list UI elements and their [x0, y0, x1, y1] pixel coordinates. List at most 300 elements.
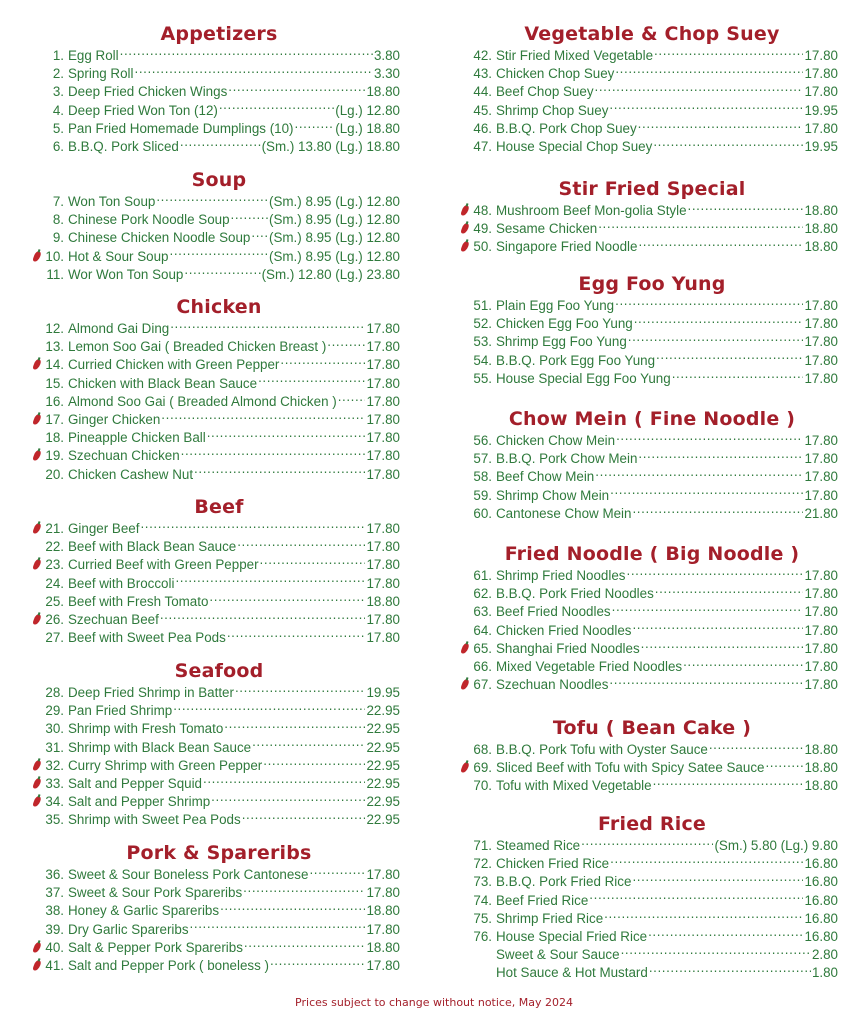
item-price: (Sm.) 8.95 (Lg.) 12.80: [269, 212, 400, 228]
item-price: 17.80: [366, 630, 400, 646]
menu-item: [38, 192, 400, 210]
item-number: [38, 739, 64, 757]
item-price: 17.80: [366, 339, 400, 355]
item-number-text: 9.: [52, 230, 64, 246]
item-price: 17.80: [366, 393, 400, 409]
dot-leader: [244, 938, 366, 952]
item-number: [466, 83, 492, 101]
menu-item: [466, 82, 838, 100]
item-name: Mixed Vegetable Fried Noodles: [496, 658, 683, 674]
dot-leader: [709, 740, 804, 754]
item-name: Sliced Beef with Tofu with Spicy Satee Sauce: [496, 760, 765, 776]
section-soup: [38, 168, 400, 283]
item-number-text: 71.: [473, 838, 492, 853]
dot-leader: [156, 192, 268, 206]
item-number: [38, 83, 64, 101]
section-title: Vegetable & Chop Suey: [524, 23, 780, 45]
menu-item: [466, 945, 838, 963]
item-number-text: 21.: [45, 521, 64, 536]
item-name: Beef Fried Rice: [496, 892, 589, 908]
item-number: [38, 702, 64, 720]
dot-leader: [203, 774, 365, 788]
item-number-text: 53.: [473, 334, 492, 350]
item-price: 17.80: [366, 867, 400, 882]
item-number: [38, 447, 64, 465]
item-name: Plain Egg Foo Yung: [496, 298, 615, 313]
item-price: 2.80: [811, 947, 838, 963]
item-name: Chicken with Black Bean Sauce: [68, 375, 258, 391]
dot-leader: [135, 64, 373, 78]
chili-pepper-icon: [32, 959, 41, 971]
menu-item: [466, 675, 838, 693]
item-number: [466, 567, 492, 585]
item-number-text: 46.: [473, 120, 492, 136]
section-title: Soup: [191, 169, 247, 191]
item-name: Sweet & Sour Boneless Pork Cantonese: [68, 867, 309, 882]
item-number: [466, 487, 492, 505]
item-number-text: 23.: [45, 557, 64, 573]
item-number: [466, 855, 492, 873]
menu-item: [38, 355, 400, 373]
item-number-text: 66.: [473, 658, 492, 674]
section-title: Fried Rice: [597, 813, 707, 835]
item-price: 17.80: [366, 321, 400, 336]
item-number: [38, 775, 64, 793]
item-number-text: 62.: [473, 586, 492, 602]
item-price: 17.80: [804, 487, 838, 503]
menu-item: [38, 610, 400, 628]
item-name: Salt and Pepper Pork ( boneless ): [68, 957, 269, 973]
dot-leader: [589, 891, 803, 905]
item-price: 21.80: [804, 505, 838, 521]
menu-item: [466, 332, 838, 350]
item-price: 17.80: [804, 622, 838, 638]
item-price: 17.80: [804, 433, 838, 448]
item-number-text: 28.: [45, 685, 64, 700]
item-number: [466, 910, 492, 928]
item-price: 19.95: [804, 102, 838, 118]
menu-item: [38, 410, 400, 428]
item-name: Shrimp with Black Bean Sauce: [68, 739, 252, 755]
item-name: Sesame Chicken: [496, 221, 598, 237]
menu-item: [466, 740, 838, 758]
item-number: [466, 315, 492, 333]
chili-pepper-icon: [460, 241, 469, 253]
item-price: 22.95: [366, 721, 400, 737]
item-price: (Sm.) 8.95 (Lg.) 12.80: [269, 230, 400, 246]
menu-item: [466, 64, 838, 82]
chili-pepper-icon: [32, 777, 41, 789]
item-number: [38, 902, 64, 920]
item-name: Ginger Chicken: [68, 411, 161, 427]
item-number-text: 50.: [473, 239, 492, 255]
item-price: 17.80: [366, 885, 400, 901]
menu-item: [466, 584, 838, 602]
item-number-text: 38.: [45, 903, 64, 919]
dot-leader: [604, 909, 803, 923]
item-number-text: 5.: [52, 120, 64, 136]
item-price: 1.80: [811, 965, 838, 981]
dot-leader: [581, 836, 713, 850]
item-number: [38, 338, 64, 356]
item-number-text: 26.: [45, 611, 64, 627]
menu-item: [38, 738, 400, 756]
dot-leader: [242, 810, 366, 824]
item-price: 16.80: [804, 910, 838, 926]
item-price: 17.80: [804, 316, 838, 332]
item-number: [38, 211, 64, 229]
dot-leader: [140, 519, 365, 533]
dot-leader: [638, 237, 803, 251]
item-price: 17.80: [366, 611, 400, 627]
section-title: Seafood: [174, 660, 264, 682]
item-price: 17.80: [804, 658, 838, 674]
item-price: 17.80: [366, 921, 400, 937]
menu-item: [466, 657, 838, 675]
dot-leader: [615, 296, 803, 310]
dot-leader: [235, 683, 366, 697]
item-price: (Lg.) 12.80: [335, 102, 400, 118]
item-number: [38, 47, 64, 65]
menu-item: [466, 431, 838, 449]
item-number: [38, 229, 64, 247]
item-number-text: 67.: [473, 677, 492, 693]
menu-item: [38, 428, 400, 446]
item-name: Won Ton Soup: [68, 194, 156, 209]
item-price: 17.80: [804, 604, 838, 620]
menu-item: [38, 901, 400, 919]
item-name: House Special Fried Rice: [496, 928, 648, 944]
item-number: [466, 220, 492, 238]
item-number-text: 18.: [45, 430, 64, 446]
menu-item: [466, 137, 838, 155]
item-price: 22.95: [366, 703, 400, 719]
menu-item: [466, 296, 838, 314]
menu-item: [38, 920, 400, 938]
item-name: Chinese Pork Noodle Soup: [68, 212, 230, 228]
section-pork-spareribs: [38, 841, 400, 974]
item-number: [466, 138, 492, 156]
menu-item: [466, 369, 838, 387]
item-number-text: 72.: [473, 856, 492, 872]
item-number-text: 43.: [473, 66, 492, 82]
item-price: 17.80: [366, 575, 400, 591]
item-number-text: 34.: [45, 794, 64, 810]
section-title: Chicken: [176, 296, 262, 318]
item-name: Salt & Pepper Pork Spareribs: [68, 939, 243, 955]
dot-leader: [309, 865, 365, 879]
item-price: 17.80: [804, 677, 838, 693]
item-number: [466, 450, 492, 468]
item-number-text: 60.: [473, 505, 492, 521]
item-name: Salt and Pepper Squid: [68, 775, 203, 791]
item-price: 19.95: [366, 685, 400, 700]
dot-leader: [648, 927, 803, 941]
item-name: Deep Fried Shrimp in Batter: [68, 685, 234, 700]
item-number: [466, 333, 492, 351]
dot-leader: [653, 137, 803, 151]
dot-leader: [327, 337, 365, 351]
item-number-text: 52.: [473, 316, 492, 332]
item-name: Curried Beef with Green Pepper: [68, 557, 259, 573]
dot-leader: [181, 446, 366, 460]
menu-item: [466, 449, 838, 467]
item-number: [38, 884, 64, 902]
menu-item: [38, 101, 400, 119]
item-name: Mushroom Beef Mon-golia Style: [496, 203, 687, 218]
item-number-text: 64.: [473, 622, 492, 638]
chili-pepper-icon: [32, 941, 41, 953]
item-name: B.B.Q. Pork Fried Noodles: [496, 586, 654, 602]
dot-leader: [598, 219, 803, 233]
item-name: Beef Fried Noodles: [496, 604, 611, 620]
dot-leader: [616, 431, 803, 445]
item-number: [38, 411, 64, 429]
item-number-text: 29.: [45, 703, 64, 719]
menu-item: [466, 101, 838, 119]
dot-leader: [634, 314, 804, 328]
item-price: 17.80: [804, 586, 838, 602]
menu-item: [466, 836, 838, 854]
item-number-text: 13.: [45, 339, 64, 355]
item-number: [466, 297, 492, 315]
item-name: House Special Chop Suey: [496, 138, 653, 154]
menu-item: [38, 210, 400, 228]
item-price: 16.80: [804, 928, 838, 944]
item-name: Beef with Broccoli: [68, 575, 175, 591]
item-number-text: 58.: [473, 469, 492, 485]
item-name: Pineapple Chicken Ball: [68, 430, 206, 446]
dot-leader: [251, 228, 268, 242]
item-number-text: 69.: [473, 760, 492, 776]
item-number: [466, 432, 492, 450]
chili-pepper-icon: [32, 559, 41, 571]
item-number-text: 55.: [473, 370, 492, 386]
item-price: 17.80: [804, 451, 838, 467]
item-name: Szechuan Noodles: [496, 677, 609, 693]
menu-item: [38, 137, 400, 155]
section-title: Fried Noodle ( Big Noodle ): [504, 543, 800, 565]
item-price: 3.30: [373, 66, 400, 82]
item-number: [466, 928, 492, 946]
menu-item: [466, 758, 838, 776]
item-name: Cantonese Chow Mein: [496, 505, 632, 521]
chili-pepper-icon: [460, 222, 469, 234]
dot-leader: [609, 101, 803, 115]
item-number-text: 41.: [45, 957, 64, 973]
item-name: Shrimp Chow Mein: [496, 487, 610, 503]
menu-item: [466, 237, 838, 255]
dot-leader: [160, 610, 366, 624]
dot-leader: [595, 467, 803, 481]
dot-leader: [653, 776, 804, 790]
item-name: Dry Garlic Spareribs: [68, 921, 189, 937]
item-number: [38, 466, 64, 484]
item-price: 17.80: [804, 84, 838, 100]
item-number-text: 4.: [52, 102, 64, 118]
dot-leader: [295, 119, 335, 133]
chili-pepper-icon: [32, 250, 41, 262]
item-number-text: 30.: [45, 721, 64, 737]
section-stir-fried-special: [466, 177, 838, 256]
item-name: Shrimp Egg Foo Yung: [496, 334, 627, 350]
menu-item: [466, 219, 838, 237]
menu-item: [38, 774, 400, 792]
dot-leader: [170, 319, 365, 333]
item-price: 17.80: [804, 48, 838, 63]
dot-leader: [224, 719, 365, 733]
item-price: 18.80: [366, 84, 400, 100]
item-price: 18.80: [366, 593, 400, 609]
item-number: [466, 873, 492, 891]
item-number-text: 74.: [473, 892, 492, 908]
item-number: [38, 556, 64, 574]
item-number-text: 54.: [473, 352, 492, 368]
chili-pepper-icon: [32, 795, 41, 807]
menu-item: [38, 319, 400, 337]
item-number-text: 7.: [52, 194, 64, 209]
item-number-text: 20.: [45, 466, 64, 482]
item-number-text: 16.: [45, 393, 64, 409]
item-name: Szechuan Chicken: [68, 448, 180, 464]
item-name: Beef with Black Bean Sauce: [68, 539, 237, 555]
menu-item: [38, 956, 400, 974]
menu-item: [466, 891, 838, 909]
item-name: Chicken Egg Foo Yung: [496, 316, 633, 332]
item-number-text: 12.: [45, 321, 64, 336]
item-number: [466, 102, 492, 120]
section-fried-noodle: [466, 542, 838, 693]
item-price: 17.80: [804, 334, 838, 350]
menu-item: [466, 201, 838, 219]
item-number: [466, 585, 492, 603]
item-name: Shrimp Chop Suey: [496, 102, 609, 118]
menu-item: [466, 639, 838, 657]
item-price: 17.80: [804, 66, 838, 82]
menu-item: [38, 537, 400, 555]
menu-item: [38, 756, 400, 774]
section-chow-mein: [466, 407, 838, 522]
menu-item: [466, 504, 838, 522]
menu-item: [38, 938, 400, 956]
dot-leader: [184, 265, 260, 279]
item-number: [38, 921, 64, 939]
item-name: B.B.Q. Pork Chop Suey: [496, 120, 637, 136]
item-name: B.B.Q. Pork Tofu with Oyster Sauce: [496, 742, 708, 757]
dot-leader: [175, 574, 365, 588]
dot-leader: [638, 449, 803, 463]
item-number: [38, 393, 64, 411]
item-number: [466, 468, 492, 486]
item-price: 22.95: [366, 812, 400, 828]
item-number-text: 27.: [45, 630, 64, 646]
item-number-text: 31.: [45, 739, 64, 755]
section-title: Stir Fried Special: [558, 178, 746, 200]
item-name: Ginger Beef: [68, 521, 140, 536]
item-number: [466, 120, 492, 138]
chili-pepper-icon: [32, 522, 41, 534]
dot-leader: [610, 486, 803, 500]
menu-item: [38, 701, 400, 719]
dot-leader: [231, 210, 268, 224]
item-price: 18.80: [804, 778, 838, 794]
item-name: Shanghai Fried Noodles: [496, 640, 640, 656]
section-title: Pork & Spareribs: [126, 842, 312, 864]
item-number-text: 68.: [473, 742, 492, 757]
item-number: [38, 138, 64, 156]
item-price: 22.95: [366, 775, 400, 791]
item-number: [38, 611, 64, 629]
item-name: Chicken Chop Suey: [496, 66, 615, 82]
dot-leader: [227, 628, 366, 642]
item-number: [466, 777, 492, 795]
item-number: [38, 193, 64, 211]
item-number-text: 63.: [473, 604, 492, 620]
item-price: 18.80: [804, 221, 838, 237]
menu-item: [38, 46, 400, 64]
menu-item: [466, 566, 838, 584]
dot-leader: [120, 46, 373, 60]
item-price: 17.80: [366, 430, 400, 446]
dot-leader: [228, 82, 365, 96]
item-price: 17.80: [366, 957, 400, 973]
dot-leader: [207, 428, 366, 442]
item-number-text: 59.: [473, 487, 492, 503]
item-name: Tofu with Mixed Vegetable: [496, 778, 652, 794]
section-tofu: [466, 716, 838, 795]
item-price: 17.80: [804, 298, 838, 313]
menu-item: [38, 592, 400, 610]
item-number: [466, 741, 492, 759]
section-title: Appetizers: [160, 23, 278, 45]
item-name: Shrimp with Fresh Tomato: [68, 721, 224, 737]
dot-leader: [683, 657, 803, 671]
item-number: [466, 658, 492, 676]
item-name: Singapore Fried Noodle: [496, 239, 638, 255]
item-number-text: 19.: [45, 448, 64, 464]
item-name: Chicken Cashew Nut: [68, 466, 194, 482]
item-number-text: 44.: [473, 84, 492, 100]
item-number-text: 51.: [473, 298, 492, 313]
item-number-text: 48.: [473, 203, 492, 218]
item-number-text: 73.: [473, 874, 492, 890]
dot-leader: [627, 566, 804, 580]
item-number-text: 47.: [473, 138, 492, 154]
section-egg-foo-yung: [466, 272, 838, 387]
item-name: Spring Roll: [68, 66, 134, 82]
item-number-text: 32.: [45, 757, 64, 773]
item-number-text: 65.: [473, 640, 492, 656]
item-number-text: 22.: [45, 539, 64, 555]
item-number-text: 49.: [473, 221, 492, 237]
dot-leader: [173, 701, 365, 715]
price-notice: Prices subject to change without notice, May 2024: [295, 996, 573, 1009]
item-price: 17.80: [804, 568, 838, 583]
chili-pepper-icon: [32, 413, 41, 425]
item-number-text: 11.: [46, 266, 64, 282]
item-name: House Special Egg Foo Yung: [496, 370, 671, 386]
item-number: [466, 892, 492, 910]
item-name: Sweet & Sour Sauce: [496, 947, 620, 963]
item-name: Hot Sauce & Hot Mustard: [496, 965, 648, 981]
item-name: B.B.Q. Pork Fried Rice: [496, 874, 632, 890]
item-number: [38, 957, 64, 975]
menu-item: [38, 82, 400, 100]
item-price: (Sm.) 8.95 (Lg.) 12.80: [269, 194, 400, 209]
menu-item: [38, 465, 400, 483]
item-price: 18.80: [804, 760, 838, 776]
item-name: Beef with Sweet Pea Pods: [68, 630, 226, 646]
